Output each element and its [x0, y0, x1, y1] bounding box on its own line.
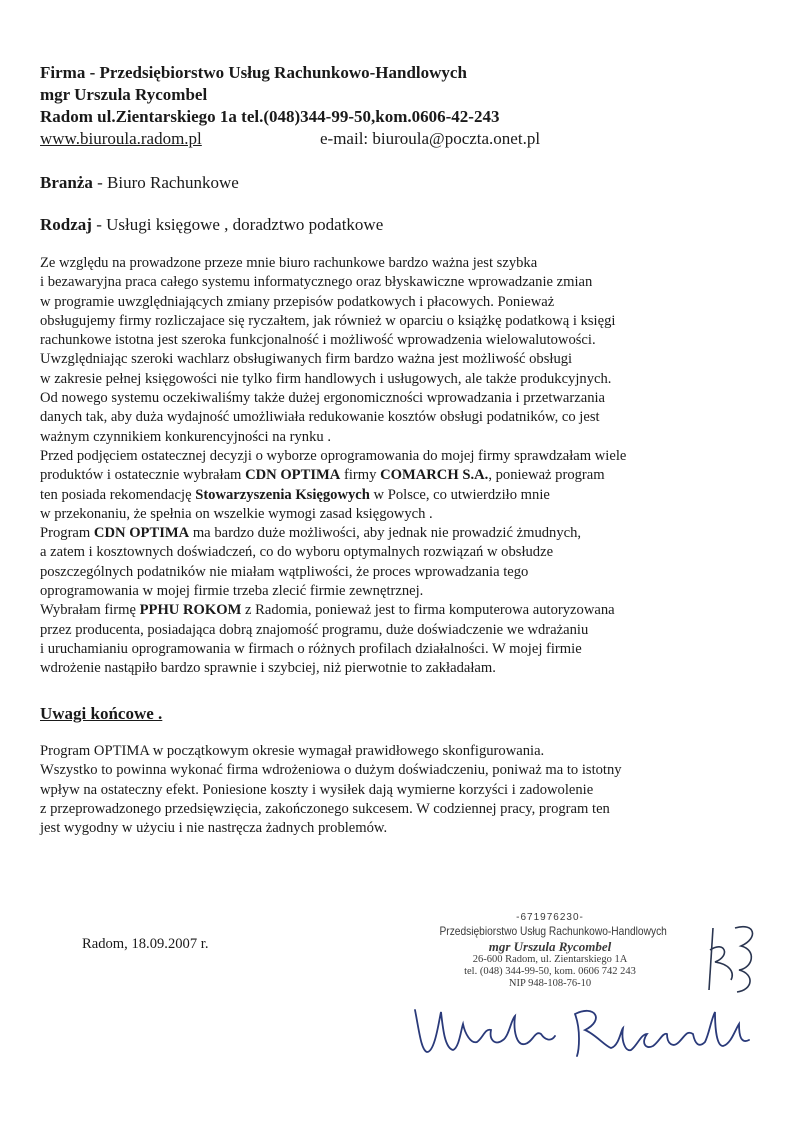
- text-segment: Od nowego systemu oczekiwaliśmy także dużej ergonomiczności wprowadzania i przetwarzania: [40, 390, 606, 407]
- industry-value: - Biuro Rachunkowe: [92, 173, 239, 192]
- text-line: [40, 563, 760, 582]
- text-line: [40, 524, 760, 543]
- stamp-phone: tel. (048) 344-99-50, kom. 0606 742 243: [464, 966, 636, 977]
- text-line: [40, 621, 760, 640]
- text-segment: danych tak, aby duża wydajność umożliwiała redukowanie kosztów obsługi podatników, co jest: [40, 409, 600, 426]
- website-link[interactable]: www.biuroula.radom.pl: [40, 129, 202, 148]
- date-line: Radom, 18.09.2007 r.: [82, 936, 209, 952]
- stamp-owner: mgr Urszula Rycombel: [488, 939, 612, 954]
- text-segment: firmy: [340, 467, 381, 484]
- remarks-line: wpływ na ostateczny efekt. Poniesione koszty i wysiłek dają wymierne korzyści i zadowolenie: [40, 781, 594, 798]
- text-line: [40, 601, 760, 620]
- text-line: [40, 659, 760, 678]
- company-stamp: [420, 912, 680, 990]
- text-line: [40, 447, 760, 466]
- type-label: Rodzaj: [40, 215, 92, 234]
- text-segment: , ponieważ program: [488, 467, 605, 484]
- stamp-address: 26-600 Radom, ul. Zientarskiego 1A: [472, 954, 628, 965]
- text-segment: ten posiada rekomendację: [40, 486, 196, 503]
- type-value: - Usługi księgowe , doradztwo podatkowe: [91, 215, 384, 234]
- text-line: [40, 331, 760, 350]
- text-segment: obsługujemy firmy rozliczajace się ryczałtem, jak również w oparciu o książkę podatkową i księgi: [40, 312, 616, 329]
- text-segment: w programie uwzględniających zmiany przepisów podatkowych i płacowych. Ponieważ: [40, 293, 555, 310]
- text-segment: i bezawaryjna praca całego systemu informatycznego oraz błyskawiczne wprowadzanie zmian: [40, 274, 593, 291]
- bold-text: CDN OPTIMA: [245, 467, 341, 484]
- text-segment: Uwzględniając szeroki wachlarz obsługiwanych firm bardzo ważna jest możliwość obsługi: [40, 351, 573, 368]
- text-line: [40, 466, 760, 485]
- text-line: [40, 428, 760, 447]
- stamp-number: -671976230-: [516, 912, 584, 923]
- text-segment: a zatem i kosztownych doświadczeń, co do wyboru optymalnych rozwiązań w obsłudze: [40, 544, 554, 561]
- text-line: [40, 640, 760, 659]
- text-segment: w przekonaniu, że spełnia on wszelkie wymogi zasad księgowych .: [40, 505, 433, 522]
- text-segment: przez producenta, posiadająca dobrą znajomość programu, duże doświadczenie we wdrażaniu: [40, 621, 589, 638]
- remarks-text: [40, 742, 760, 838]
- bold-text: COMARCH S.A.: [380, 467, 489, 484]
- remarks-heading: Uwagi końcowe .: [40, 704, 163, 723]
- text-line: [40, 273, 760, 292]
- contact-line: [40, 128, 760, 150]
- text-segment: Ze względu na prowadzone przeze mnie biuro rachunkowe bardzo ważna jest szybka: [40, 255, 538, 271]
- text-line: [40, 370, 760, 389]
- letterhead: [40, 62, 760, 150]
- text-line: [40, 254, 760, 273]
- remarks-line: z przeprowadzonego przedsięwzięcia, zakończonego sukcesem. W codziennej pracy, program ten: [40, 800, 610, 817]
- remarks-line: Program OPTIMA w początkowym okresie wymagał prawidłowego skonfigurowania.: [40, 743, 545, 759]
- text-segment: Przed podjęciem ostatecznej decyzji o wyborze oprogramowania do mojej firmy sprawdzałam wiele: [40, 447, 627, 464]
- text-line: [40, 505, 760, 524]
- main-text: [40, 254, 760, 679]
- remarks-line: jest wygodny w użyciu i nie nastręcza żadnych problemów.: [40, 820, 388, 837]
- text-segment: rachunkowe istotna jest szeroka funkcjonalność i możliwość wprowadzenia wielowalutowości.: [40, 332, 596, 349]
- text-segment: Program: [40, 525, 94, 542]
- text-line: [40, 293, 760, 312]
- text-line: [40, 312, 760, 331]
- stamp-nip: NIP 948-108-76-10: [508, 978, 592, 989]
- remarks-line: Wszystko to powinna wykonać firma wdrożeniowa o dużym doświadczeniu, poniważ ma to istotny: [40, 762, 622, 779]
- text-segment: z Radomia, ponieważ jest to firma komputerowa autoryzowana: [241, 602, 615, 619]
- text-line: [40, 408, 760, 427]
- text-line: [40, 350, 760, 369]
- text-segment: poszczególnych podatników nie miałam wątpliwości, że proces wprowadzania tego: [40, 563, 529, 580]
- text-segment: oprogramowania w mojej firmie trzeba zlecić firmie zewnętrznej.: [40, 583, 424, 600]
- email-address: e-mail: biuroula@poczta.onet.pl: [320, 129, 541, 148]
- text-segment: wdrożenie nastąpiło bardzo sprawnie i szybciej, niż pierwotnie to zakładałam.: [40, 660, 496, 677]
- initials-signature-icon: [695, 920, 765, 1000]
- text-segment: produktów i ostatecznie wybrałam: [40, 467, 246, 484]
- text-segment: Wybrałam firmę: [40, 602, 140, 619]
- owner-name: mgr Urszula Rycombel: [40, 85, 208, 104]
- bold-text: PPHU ROKOM: [139, 602, 242, 619]
- bold-text: CDN OPTIMA: [93, 525, 190, 542]
- text-segment: w zakresie pełnej księgowości nie tylko firm handlowych i usługowych, ale także produkcyjnych.: [40, 370, 612, 387]
- industry-label: Branża: [40, 173, 93, 192]
- text-segment: ważnym czynnikiem konkurencyjności na rynku .: [40, 428, 331, 445]
- company-address: Radom ul.Zientarskiego 1a tel.(048)344-99-50,kom.0606-42-243: [40, 107, 500, 126]
- type-line: [40, 214, 383, 236]
- text-line: [40, 389, 760, 408]
- company-name: Firma - Przedsiębiorstwo Usług Rachunkowo-Handlowych: [40, 63, 467, 82]
- text-line: [40, 486, 760, 505]
- bold-text: Stowarzyszenia Księgowych: [195, 486, 370, 503]
- text-segment: w Polsce, co utwierdziło mnie: [369, 486, 550, 503]
- text-segment: i uruchamianiu oprogramowania w firmach o różnych profilach działalności. W mojej firmie: [40, 640, 582, 657]
- text-line: [40, 582, 760, 601]
- text-line: [40, 543, 760, 562]
- industry-line: [40, 172, 239, 194]
- handwritten-signature-icon: [405, 990, 765, 1070]
- stamp-company: Przedsiębiorstwo Usług Rachunkowo-Handlowych: [439, 924, 667, 938]
- text-segment: ma bardzo duże możliwości, aby jednak nie prowadzić żmudnych,: [189, 525, 582, 542]
